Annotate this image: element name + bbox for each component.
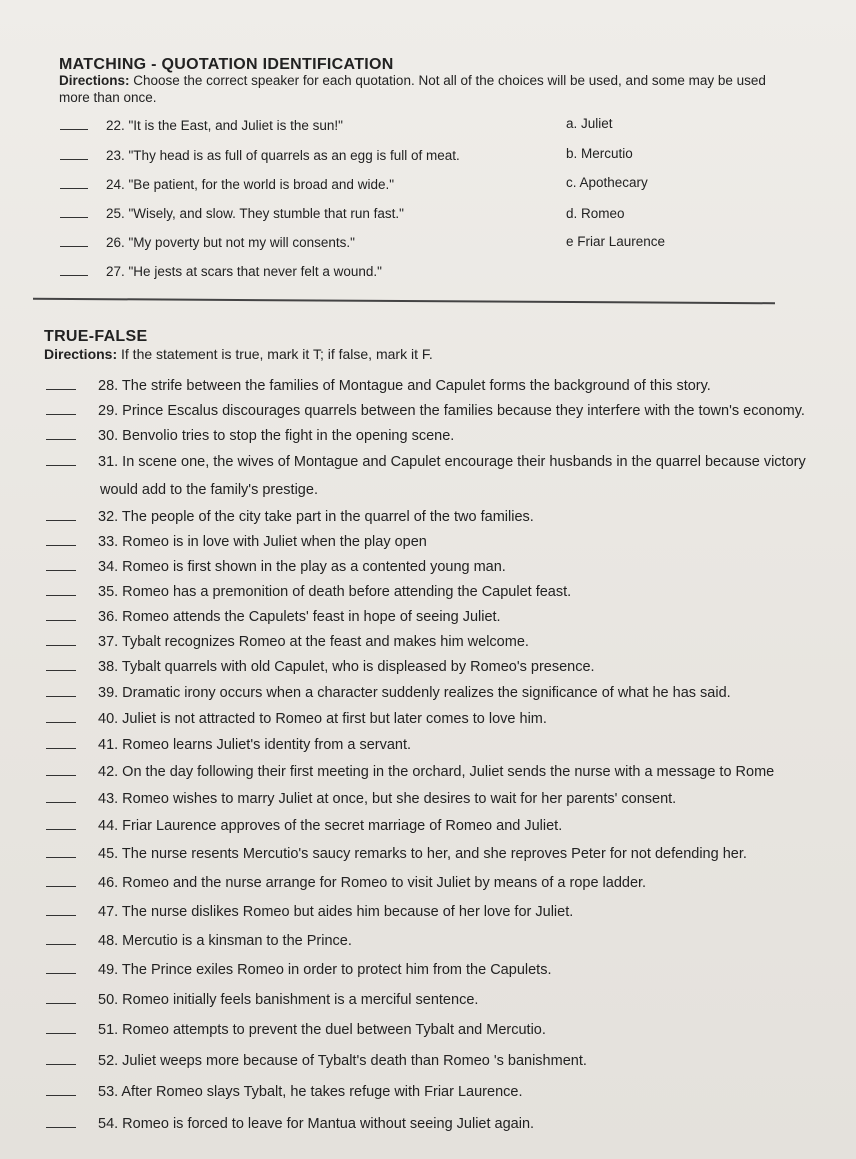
answer-blank[interactable] [46, 747, 76, 749]
answer-blank[interactable] [46, 519, 76, 521]
answer-blank[interactable] [46, 644, 76, 646]
truefalse-directions: Directions: If the statement is true, mark it T; if false, mark it F. [44, 346, 433, 362]
statement-item: 39. Dramatic irony occurs when a character suddenly realizes the significance of what he has said. [46, 685, 731, 701]
matching-directions: Directions: Choose the correct speaker for each quotation. Not all of the choices will be used, and some may be used more than once. [59, 73, 766, 105]
answer-blank[interactable] [46, 413, 76, 415]
statement-item: 31. In scene one, the wives of Montague and Capulet encourage their husbands in the quarrel because victory [46, 454, 806, 470]
answer-blank[interactable] [46, 594, 76, 596]
answer-blank[interactable] [60, 187, 88, 189]
statement-item: 36. Romeo attends the Capulets' feast in hope of seeing Juliet. [46, 609, 501, 625]
statement-item: 42. On the day following their first meeting in the orchard, Juliet sends the nurse with a message to Rome [46, 764, 774, 780]
choice-mercutio: b. Mercutio [566, 146, 633, 161]
answer-blank[interactable] [46, 828, 76, 830]
answer-blank[interactable] [46, 695, 76, 697]
answer-blank[interactable] [46, 1063, 76, 1065]
statement-item: 54. Romeo is forced to leave for Mantua without seeing Juliet again. [46, 1116, 534, 1132]
statement-item: 49. The Prince exiles Romeo in order to protect him from the Capulets. [46, 962, 551, 978]
statement-item: 43. Romeo wishes to marry Juliet at once, but she desires to wait for her parents' consent. [46, 791, 676, 807]
answer-blank[interactable] [46, 885, 76, 887]
statement-item: 34. Romeo is first shown in the play as a contented young man. [46, 559, 506, 575]
answer-blank[interactable] [46, 438, 76, 440]
answer-blank[interactable] [46, 914, 76, 916]
statement-item: 48. Mercutio is a kinsman to the Prince. [46, 933, 352, 949]
choice-juliet: a. Juliet [566, 116, 613, 131]
answer-blank[interactable] [46, 856, 76, 858]
statement-item: 35. Romeo has a premonition of death before attending the Capulet feast. [46, 584, 571, 600]
statement-continuation: would add to the family's prestige. [100, 482, 318, 498]
answer-blank[interactable] [46, 972, 76, 974]
choice-apothecary: c. Apothecary [566, 175, 648, 190]
quote-item: 26. "My poverty but not my will consents." [60, 235, 355, 250]
statement-item: 32. The people of the city take part in the quarrel of the two families. [46, 509, 534, 525]
statement-item: 33. Romeo is in love with Juliet when the play open [46, 534, 427, 550]
quote-item: 27. "He jests at scars that never felt a wound." [60, 264, 382, 279]
choice-friar-laurence: e Friar Laurence [566, 234, 666, 249]
matching-heading: MATCHING - QUOTATION IDENTIFICATION [59, 56, 394, 73]
statement-item: 52. Juliet weeps more because of Tybalt's death than Romeo 's banishment. [46, 1053, 587, 1069]
answer-blank[interactable] [46, 1002, 76, 1004]
answer-blank[interactable] [60, 158, 88, 160]
quote-item: 23. "Thy head is as full of quarrels as an egg is full of meat. [60, 148, 460, 163]
answer-blank[interactable] [46, 943, 76, 945]
answer-blank[interactable] [60, 274, 88, 276]
answer-blank[interactable] [46, 1094, 76, 1096]
choice-romeo: d. Romeo [566, 206, 625, 221]
statement-item: 41. Romeo learns Juliet's identity from a servant. [46, 737, 411, 753]
statement-item: 46. Romeo and the nurse arrange for Romeo to visit Juliet by means of a rope ladder. [46, 875, 646, 891]
statement-item: 30. Benvolio tries to stop the fight in the opening scene. [46, 428, 454, 444]
answer-blank[interactable] [46, 669, 76, 671]
answer-blank[interactable] [46, 774, 76, 776]
answer-blank[interactable] [46, 544, 76, 546]
answer-blank[interactable] [60, 128, 88, 130]
statement-item: 38. Tybalt quarrels with old Capulet, who is displeased by Romeo's presence. [46, 659, 595, 675]
answer-blank[interactable] [46, 388, 76, 390]
quote-item: 24. "Be patient, for the world is broad and wide." [60, 177, 394, 192]
statement-item: 37. Tybalt recognizes Romeo at the feast and makes him welcome. [46, 634, 529, 650]
answer-blank[interactable] [46, 801, 76, 803]
answer-blank[interactable] [60, 216, 88, 218]
answer-blank[interactable] [46, 569, 76, 571]
statement-item: 47. The nurse dislikes Romeo but aides him because of her love for Juliet. [46, 904, 573, 920]
statement-item: 45. The nurse resents Mercutio's saucy remarks to her, and she reproves Peter for not defending her. [46, 846, 747, 862]
truefalse-heading: TRUE-FALSE [44, 328, 148, 345]
section-divider [33, 298, 775, 305]
answer-blank[interactable] [46, 1126, 76, 1128]
answer-blank[interactable] [46, 464, 76, 466]
statement-item: 44. Friar Laurence approves of the secret marriage of Romeo and Juliet. [46, 818, 562, 834]
statement-item: 28. The strife between the families of Montague and Capulet forms the background of this story. [46, 378, 711, 394]
statement-item: 50. Romeo initially feels banishment is a merciful sentence. [46, 992, 478, 1008]
quote-item: 22. "It is the East, and Juliet is the sun!" [60, 118, 343, 133]
answer-blank[interactable] [46, 1032, 76, 1034]
statement-item: 53. After Romeo slays Tybalt, he takes refuge with Friar Laurence. [46, 1084, 522, 1100]
statement-item: 51. Romeo attempts to prevent the duel between Tybalt and Mercutio. [46, 1022, 546, 1038]
answer-blank[interactable] [46, 619, 76, 621]
quote-item: 25. "Wisely, and slow. They stumble that run fast." [60, 206, 404, 221]
answer-blank[interactable] [60, 245, 88, 247]
statement-item: 40. Juliet is not attracted to Romeo at first but later comes to love him. [46, 711, 547, 727]
answer-blank[interactable] [46, 721, 76, 723]
statement-item: 29. Prince Escalus discourages quarrels between the families because they interfere with the town's economy. [46, 403, 805, 419]
